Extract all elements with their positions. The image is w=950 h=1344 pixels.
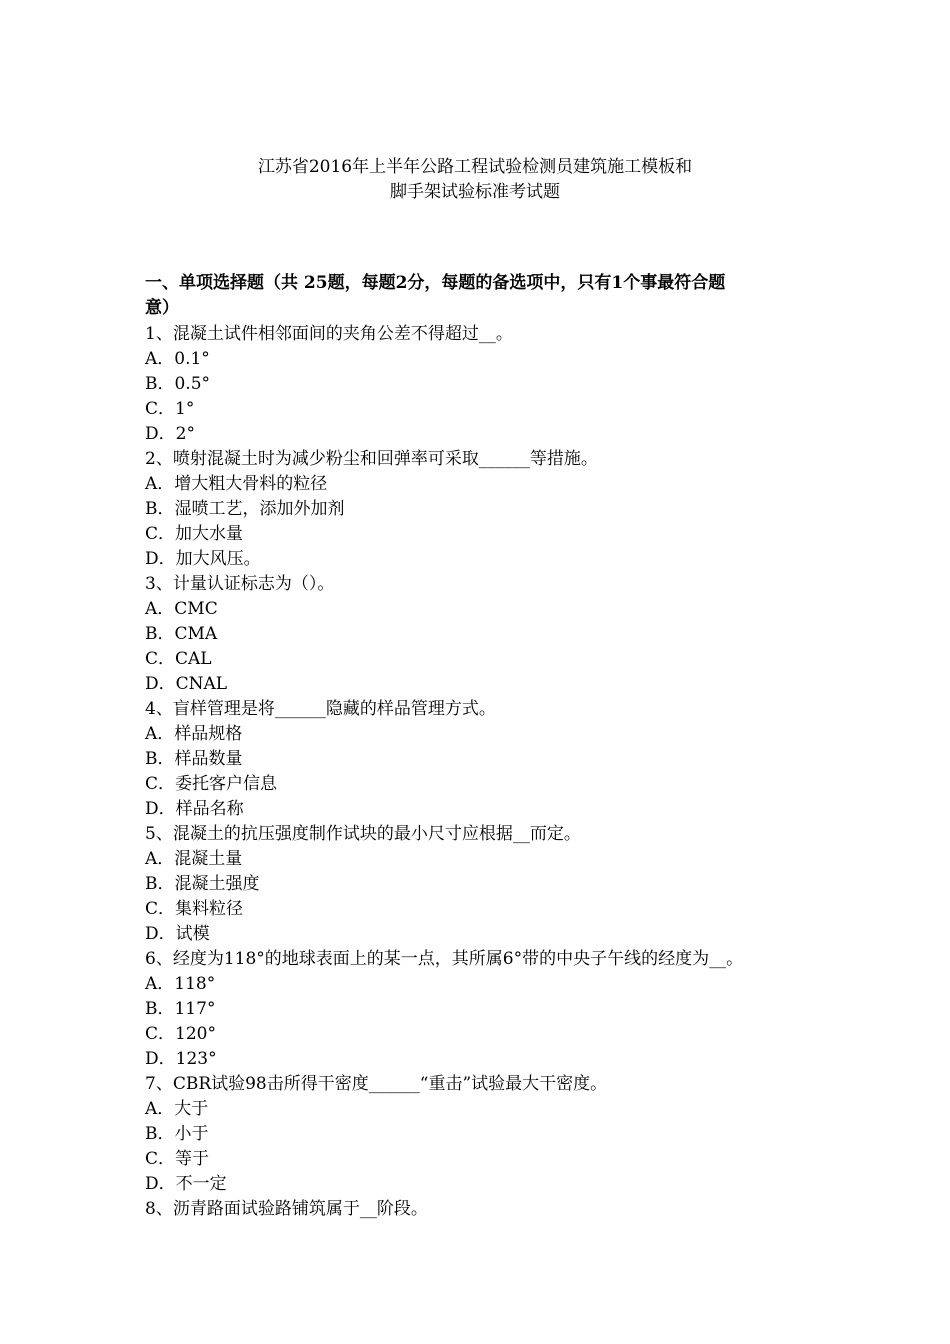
question-stem: 2、喷射混凝土时为减少粉尘和回弹率可采取______等措施。 — [145, 449, 598, 469]
title-line-1: 江苏省2016年上半年公路工程试验检测员建筑施工模板和 — [257, 156, 693, 177]
answer-option: A．大于 — [145, 1099, 209, 1119]
answer-option: B．样品数量 — [145, 749, 243, 769]
answer-option: A．CMC — [145, 599, 218, 619]
answer-option: D．2° — [145, 424, 195, 444]
question-block — [145, 947, 825, 1072]
section-heading-line-2: 意） — [145, 298, 179, 318]
answer-option: B．117° — [145, 999, 216, 1019]
answer-option: A．0.1° — [145, 349, 210, 369]
exam-content — [145, 271, 825, 1222]
question-stem: 1、混凝土试件相邻面间的夹角公差不得超过__。 — [145, 324, 513, 344]
answer-option: C．加大水量 — [145, 524, 244, 544]
answer-option: D．试模 — [145, 924, 210, 944]
answer-option: D．123° — [145, 1049, 217, 1069]
section-heading-line-1: 一、单项选择题（共 25题，每题2分，每题的备选项中，只有1个事最符合题 — [145, 273, 726, 293]
question-block — [145, 1072, 825, 1197]
question-stem: 7、CBR试验98击所得干密度______“重击”试验最大干密度。 — [145, 1074, 608, 1094]
answer-option: C．集料粒径 — [145, 899, 244, 919]
answer-option: C．CAL — [145, 649, 212, 669]
answer-option: C．120° — [145, 1024, 216, 1044]
answer-option: A．增大粗大骨料的粒径 — [145, 474, 328, 494]
answer-option: C．等于 — [145, 1149, 210, 1169]
answer-option: B．0.5° — [145, 374, 211, 394]
answer-option: B．CMA — [145, 624, 218, 644]
section-heading — [145, 271, 825, 321]
answer-option: A．样品规格 — [145, 724, 243, 744]
page-title — [120, 155, 830, 205]
answer-option: A．118° — [145, 974, 216, 994]
question-list — [145, 322, 825, 1222]
question-block — [145, 447, 825, 572]
question-block — [145, 822, 825, 947]
answer-option: A．混凝土量 — [145, 849, 243, 869]
question-block — [145, 1197, 825, 1222]
question-block — [145, 322, 825, 447]
question-stem: 4、盲样管理是将______隐藏的样品管理方式。 — [145, 699, 496, 719]
question-stem: 8、沥青路面试验路铺筑属于__阶段。 — [145, 1199, 428, 1219]
question-block — [145, 572, 825, 697]
answer-option: C．委托客户信息 — [145, 774, 278, 794]
title-line-2: 脚手架试验标准考试题 — [390, 181, 560, 202]
answer-option: D．样品名称 — [145, 799, 244, 819]
answer-option: D．加大风压。 — [145, 549, 261, 569]
answer-option: C．1° — [145, 399, 195, 419]
question-stem: 3、计量认证标志为（）。 — [145, 574, 335, 594]
question-stem: 6、经度为118°的地球表面上的某一点，其所属6°带的中央子午线的经度为__。 — [145, 949, 744, 969]
question-block — [145, 697, 825, 822]
answer-option: D．CNAL — [145, 674, 228, 694]
answer-option: B．混凝土强度 — [145, 874, 260, 894]
question-stem: 5、混凝土的抗压强度制作试块的最小尺寸应根据__而定。 — [145, 824, 581, 844]
answer-option: B．小于 — [145, 1124, 209, 1144]
answer-option: B．湿喷工艺，添加外加剂 — [145, 499, 345, 519]
answer-option: D．不一定 — [145, 1174, 227, 1194]
